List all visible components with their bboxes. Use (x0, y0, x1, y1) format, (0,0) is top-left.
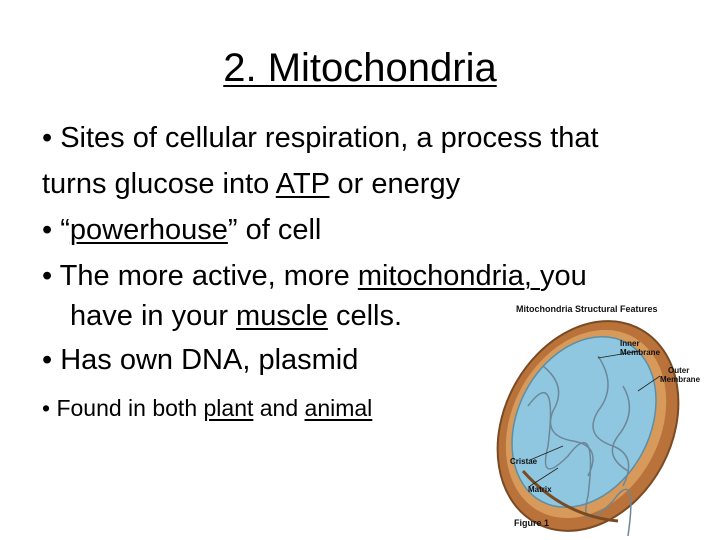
bullet-found-in: • Found in both plant and animal (42, 395, 373, 421)
inner-membrane-label-line1: Inner (620, 339, 640, 348)
outer-membrane-label-line1: Outer (668, 366, 690, 375)
inner-membrane-label-line2: Membrane (620, 348, 661, 357)
plant-term: plant (203, 395, 254, 421)
cristae-label: Cristae (510, 457, 538, 466)
matrix-label: Matrix (528, 485, 552, 494)
figure-caption: Figure 1 (514, 518, 550, 528)
figure-heading: Mitochondria Structural Features (516, 304, 658, 314)
mitochondrion-illustration (488, 296, 714, 540)
slide-title: 2. Mitochondria (223, 46, 497, 90)
bullet-powerhouse: • “powerhouse” of cell (42, 214, 322, 246)
bullet-dna: • Has own DNA, plasmid (42, 344, 359, 376)
atp-link: ATP (275, 168, 330, 200)
mitochondria-term: mitochondria, (357, 260, 540, 292)
outer-membrane-label-line2: Membrane (660, 375, 701, 384)
powerhouse-term: powerhouse (69, 214, 228, 246)
bullet-respiration: • Sites of cellular respiration, a process that (42, 122, 599, 154)
mitochondria-figure (488, 296, 720, 540)
bullet-active-cells: • The more active, more mitochondria, you (42, 260, 587, 292)
bullet-respiration-continued: turns glucose into ATP or energy (42, 168, 461, 200)
muscle-term: muscle (236, 300, 328, 332)
animal-term: animal (304, 395, 373, 421)
bullet-active-cells-continued: have in your muscle cells. (70, 300, 403, 332)
